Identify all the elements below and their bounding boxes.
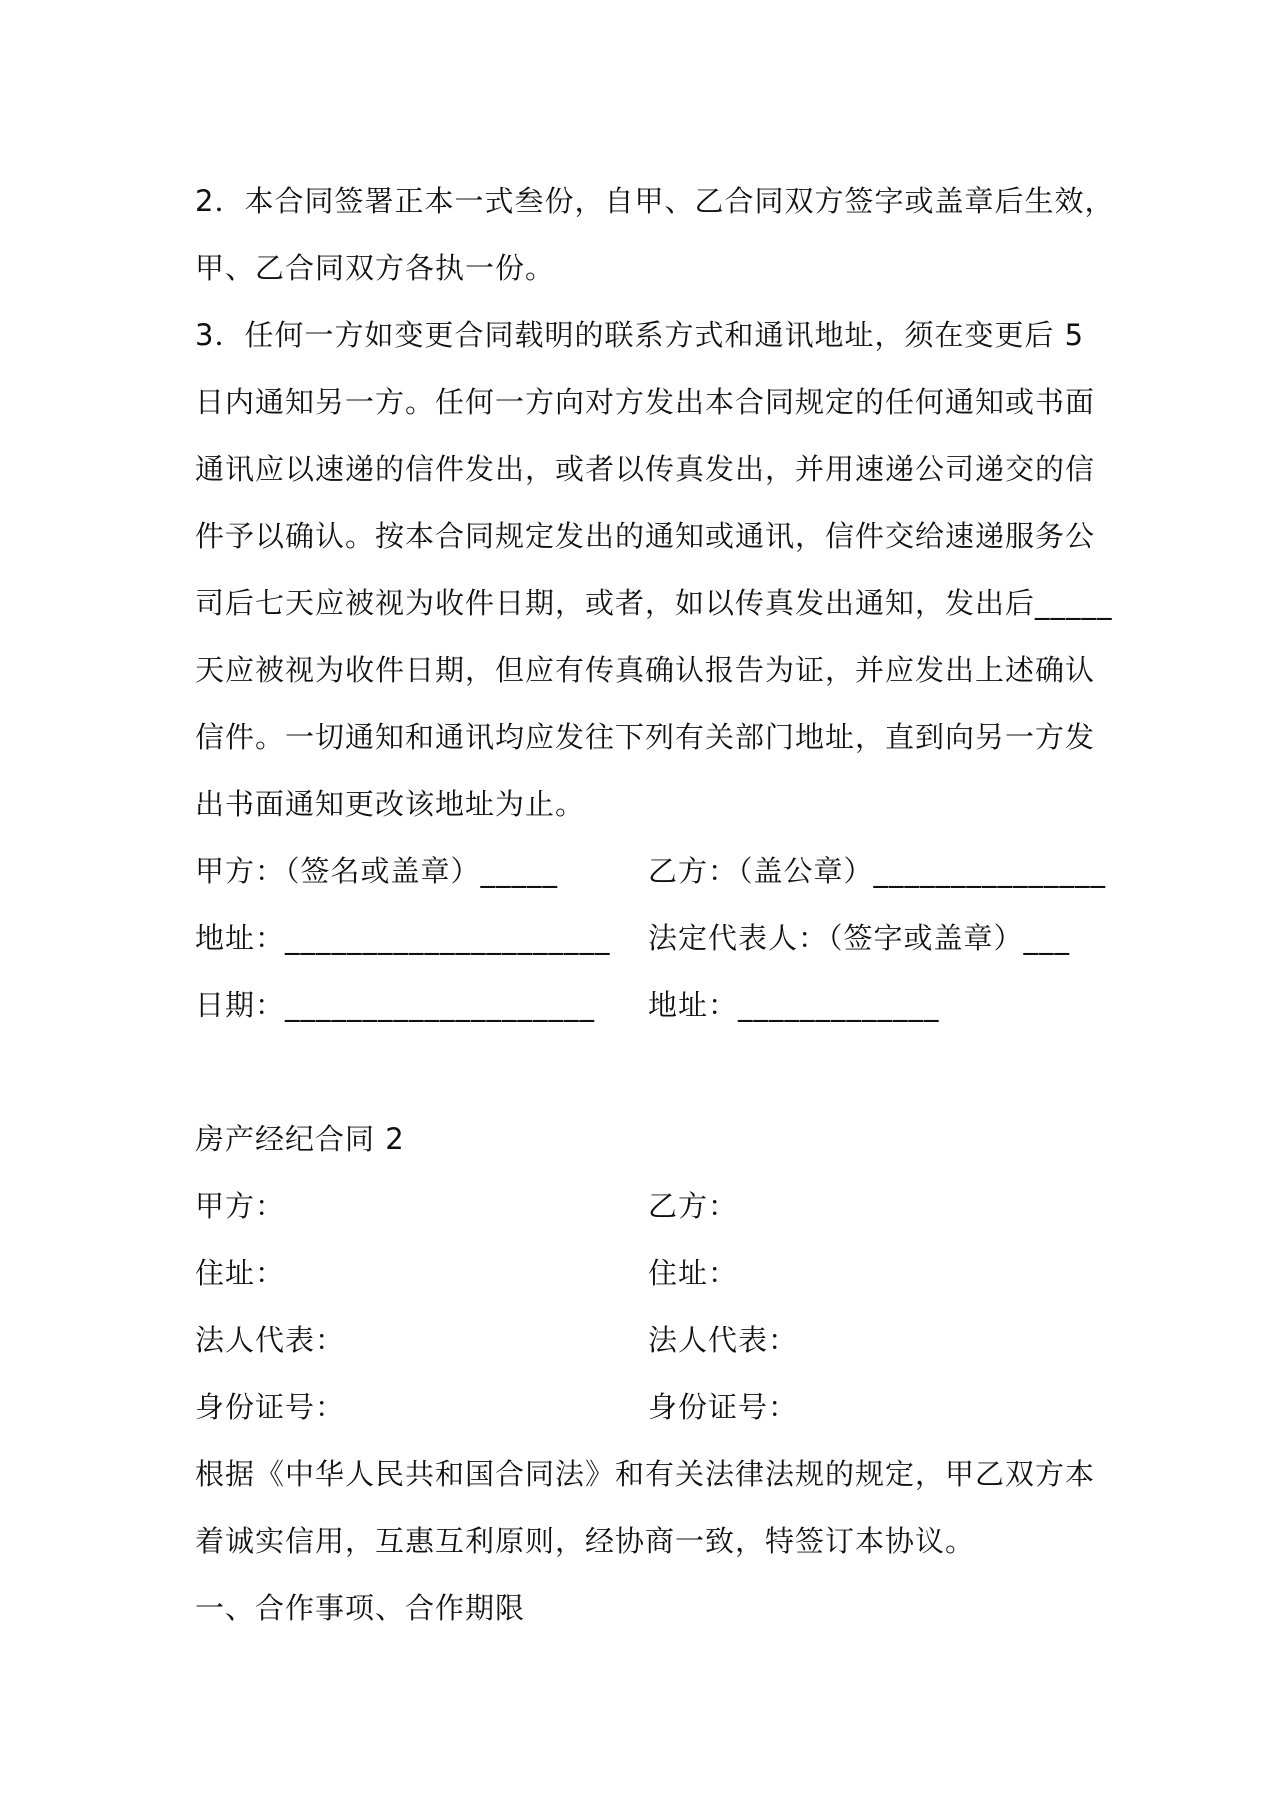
signature-row xyxy=(195,838,1107,905)
clause-line: 信件。一切通知和通讯均应发往下列有关部门地址，直到向另一方发 xyxy=(195,720,1096,754)
clause-line: 3．任何一方如变更合同载明的联系方式和通讯地址，须在变更后 5 xyxy=(195,318,1085,352)
party-b-signature: 乙方：（盖公章）_______________ xyxy=(648,854,1107,888)
party-a-date: 日期：____________________ xyxy=(195,988,596,1022)
party-b-legal-representative: 法定代表人：（签字或盖章）___ xyxy=(648,921,1071,955)
preamble-line: 着诚实信用，互惠互利原则，经协商一致，特签订本协议。 xyxy=(195,1524,976,1558)
clause-line: 甲、乙合同双方各执一份。 xyxy=(195,251,556,285)
party-a-legal-rep-label: 法人代表： xyxy=(195,1323,346,1357)
party-b-address: 地址：_____________ xyxy=(648,988,940,1022)
party-b-id-label: 身份证号： xyxy=(648,1390,799,1424)
party-b-label: 乙方： xyxy=(648,1189,739,1223)
party-row xyxy=(195,1374,1095,1441)
party-row xyxy=(195,1307,1095,1374)
signature-row xyxy=(195,972,1095,1039)
clause-line: 天应被视为收件日期，但应有传真确认报告为证，并应发出上述确认 xyxy=(195,653,1096,687)
party-b-address-label: 住址： xyxy=(648,1256,739,1290)
signature-row xyxy=(195,905,1095,972)
party-a-label: 甲方： xyxy=(195,1189,286,1223)
party-row xyxy=(195,1240,1095,1307)
clause-line: 件予以确认。按本合同规定发出的通知或通讯，信件交给速递服务公 xyxy=(195,519,1096,553)
party-b-legal-rep-label: 法人代表： xyxy=(648,1323,799,1357)
section-heading: 一、合作事项、合作期限 xyxy=(195,1591,526,1625)
party-a-id-label: 身份证号： xyxy=(195,1390,346,1424)
contract-title: 房产经纪合同 2 xyxy=(195,1122,405,1156)
clause-line: 日内通知另一方。任何一方向对方发出本合同规定的任何通知或书面 xyxy=(195,385,1096,419)
clause-line: 出书面通知更改该地址为止。 xyxy=(195,787,586,821)
party-row xyxy=(195,1173,1095,1240)
preamble-line: 根据《中华人民共和国合同法》和有关法律法规的规定，甲乙双方本 xyxy=(195,1457,1096,1491)
document-body xyxy=(195,168,1115,1642)
party-a-signature: 甲方：（签名或盖章）_____ xyxy=(195,854,559,888)
clause-line: 2．本合同签署正本一式叁份，自甲、乙合同双方签字或盖章后生效， xyxy=(195,184,1115,218)
party-a-address-label: 住址： xyxy=(195,1256,286,1290)
clause-line: 通讯应以速递的信件发出，或者以传真发出，并用速递公司递交的信 xyxy=(195,452,1096,486)
party-a-address: 地址：_____________________ xyxy=(195,921,611,955)
spacer xyxy=(195,1039,1095,1106)
clause-line: 司后七天应被视为收件日期，或者，如以传真发出通知，发出后_____ xyxy=(195,586,1113,620)
